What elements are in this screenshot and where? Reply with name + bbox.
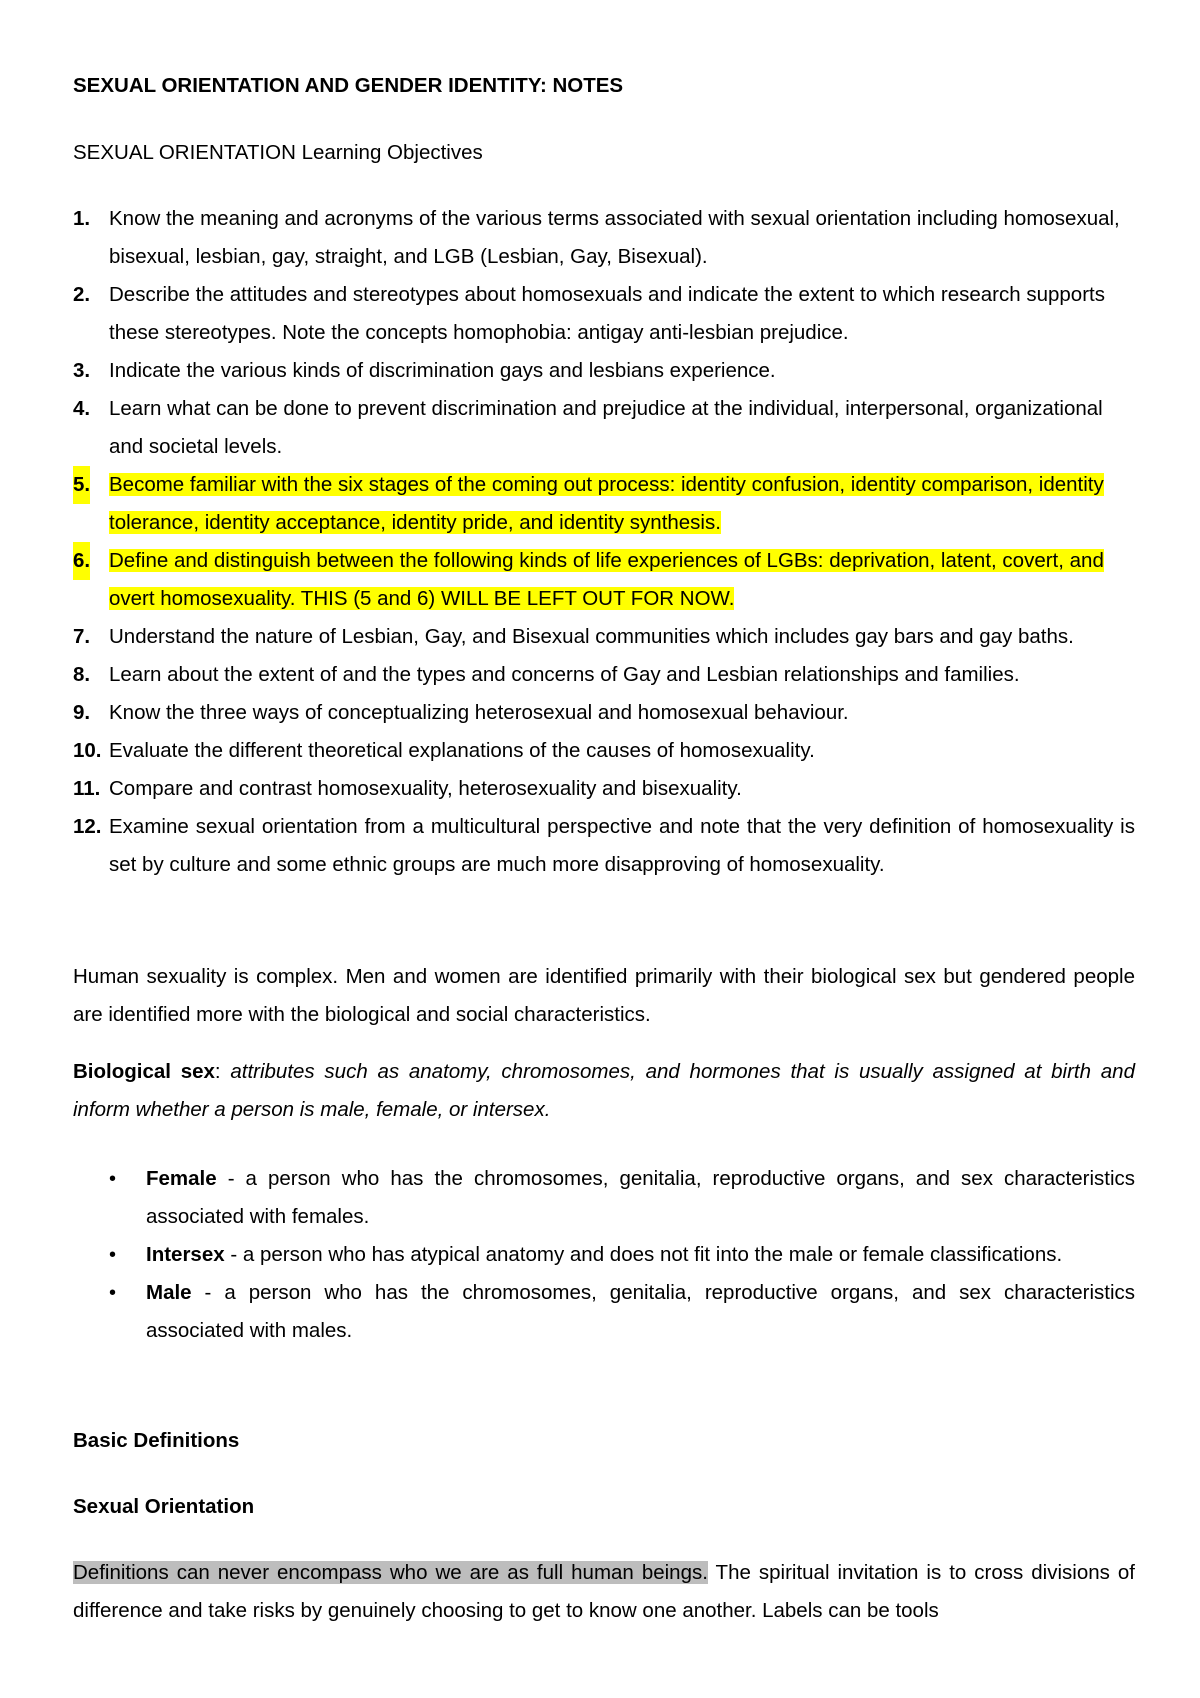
- list-item: [73, 1160, 1135, 1236]
- item-text: Know the meaning and acronyms of the various terms associated with sexual orientation including homosexual, bisexual, lesbian, gay, straight, and LGB (Lesbian, Gay, Bisexual).: [109, 207, 1120, 268]
- objectives-list: [73, 200, 1135, 884]
- list-item: [73, 618, 1135, 656]
- item-text: Indicate the various kinds of discrimination gays and lesbians experience.: [109, 359, 776, 382]
- item-number: 8.: [73, 663, 91, 686]
- item-number: 3.: [73, 359, 91, 382]
- item-number: 7.: [73, 625, 91, 648]
- sex-categories-list: [73, 1160, 1135, 1350]
- item-text: Describe the attitudes and stereotypes about homosexuals and indicate the extent to which research supports these stereotypes. Note the concepts homophobia: antigay anti-lesbian prejudice.: [109, 283, 1105, 344]
- item-number: 5.: [73, 466, 90, 504]
- item-text: Define and distinguish between the following kinds of life experiences of LGBs: deprivation, latent, covert, and overt homosexuality. THIS (5 and 6) WILL BE LEFT OUT FOR NOW.: [109, 549, 1104, 610]
- item-number: 2.: [73, 283, 91, 306]
- bullet-icon: •: [109, 1282, 117, 1304]
- category-term: Intersex: [146, 1243, 225, 1266]
- item-number: 11.: [73, 777, 101, 800]
- list-item: [73, 1236, 1135, 1274]
- category-definition: - a person who has the chromosomes, genitalia, reproductive organs, and sex characteristics associated with males.: [146, 1281, 1135, 1342]
- item-text: Examine sexual orientation from a multicultural perspective and note that the very definition of homosexuality is set by culture and some ethnic groups are much more disapproving of homosexuality.: [109, 815, 1135, 876]
- item-text: Understand the nature of Lesbian, Gay, and Bisexual communities which includes gay bars and gay baths.: [109, 625, 1074, 648]
- category-term: Male: [146, 1281, 192, 1304]
- item-number: 10.: [73, 739, 102, 762]
- highlighted-sentence: Definitions can never encompass who we are as full human beings.: [73, 1561, 708, 1584]
- list-item: [73, 694, 1135, 732]
- item-number: 4.: [73, 397, 91, 420]
- heading-sexual-orientation: Sexual Orientation: [73, 1495, 255, 1518]
- biological-sex-term: Biological sex: [73, 1060, 215, 1083]
- list-item: [73, 390, 1135, 466]
- section-subtitle: SEXUAL ORIENTATION Learning Objectives: [73, 141, 483, 164]
- item-text: Learn what can be done to prevent discrimination and prejudice at the individual, interpersonal, organizational and societal levels.: [109, 397, 1103, 458]
- item-number: 9.: [73, 701, 91, 724]
- paragraph-text: The spiritual invitation is to cross divisions of difference and take risks by genuinely choosing to get to know one another. Labels can be tools: [73, 1561, 1135, 1622]
- intro-paragraph: Human sexuality is complex. Men and women are identified primarily with their biological sex but gendered people are identified more with the biological and social characteristics.: [73, 965, 1135, 1026]
- list-item: [73, 808, 1135, 884]
- item-number: 6.: [73, 542, 90, 580]
- list-item: [73, 276, 1135, 352]
- biological-sex-definition: attributes such as anatomy, chromosomes, and hormones that is usually assigned at birth and inform whether a person is male, female, or intersex.: [73, 1060, 1135, 1121]
- item-text: Evaluate the different theoretical explanations of the causes of homosexuality.: [109, 739, 815, 762]
- bullet-icon: •: [109, 1168, 117, 1190]
- category-definition: - a person who has atypical anatomy and does not fit into the male or female classifications.: [224, 1243, 1063, 1266]
- heading-basic-definitions: Basic Definitions: [73, 1429, 240, 1452]
- item-number: 1.: [73, 207, 91, 230]
- item-text: Learn about the extent of and the types and concerns of Gay and Lesbian relationships and families.: [109, 663, 1020, 686]
- category-term: Female: [146, 1167, 217, 1190]
- item-number: 12.: [73, 815, 102, 838]
- category-definition: - a person who has the chromosomes, genitalia, reproductive organs, and sex characteristics associated with females.: [146, 1167, 1135, 1228]
- item-text: Know the three ways of conceptualizing heterosexual and homosexual behaviour.: [109, 701, 849, 724]
- biological-sex-paragraph: [73, 1053, 1135, 1129]
- bullet-icon: •: [109, 1244, 117, 1266]
- definitions-paragraph: [73, 1554, 1135, 1630]
- document-title: SEXUAL ORIENTATION AND GENDER IDENTITY: NOTES: [73, 74, 624, 97]
- list-item: [73, 200, 1135, 276]
- list-item-highlighted: [73, 542, 1135, 618]
- item-text: Become familiar with the six stages of the coming out process: identity confusion, identity comparison, identity tolerance, identity acceptance, identity pride, and identity synthesis.: [109, 473, 1104, 534]
- list-item: [73, 770, 1135, 808]
- item-text: Compare and contrast homosexuality, heterosexuality and bisexuality.: [109, 777, 742, 800]
- term-colon: :: [214, 1060, 221, 1083]
- list-item: [73, 352, 1135, 390]
- list-item: [73, 1274, 1135, 1350]
- list-item: [73, 732, 1135, 770]
- list-item-highlighted: [73, 466, 1135, 542]
- list-item: [73, 656, 1135, 694]
